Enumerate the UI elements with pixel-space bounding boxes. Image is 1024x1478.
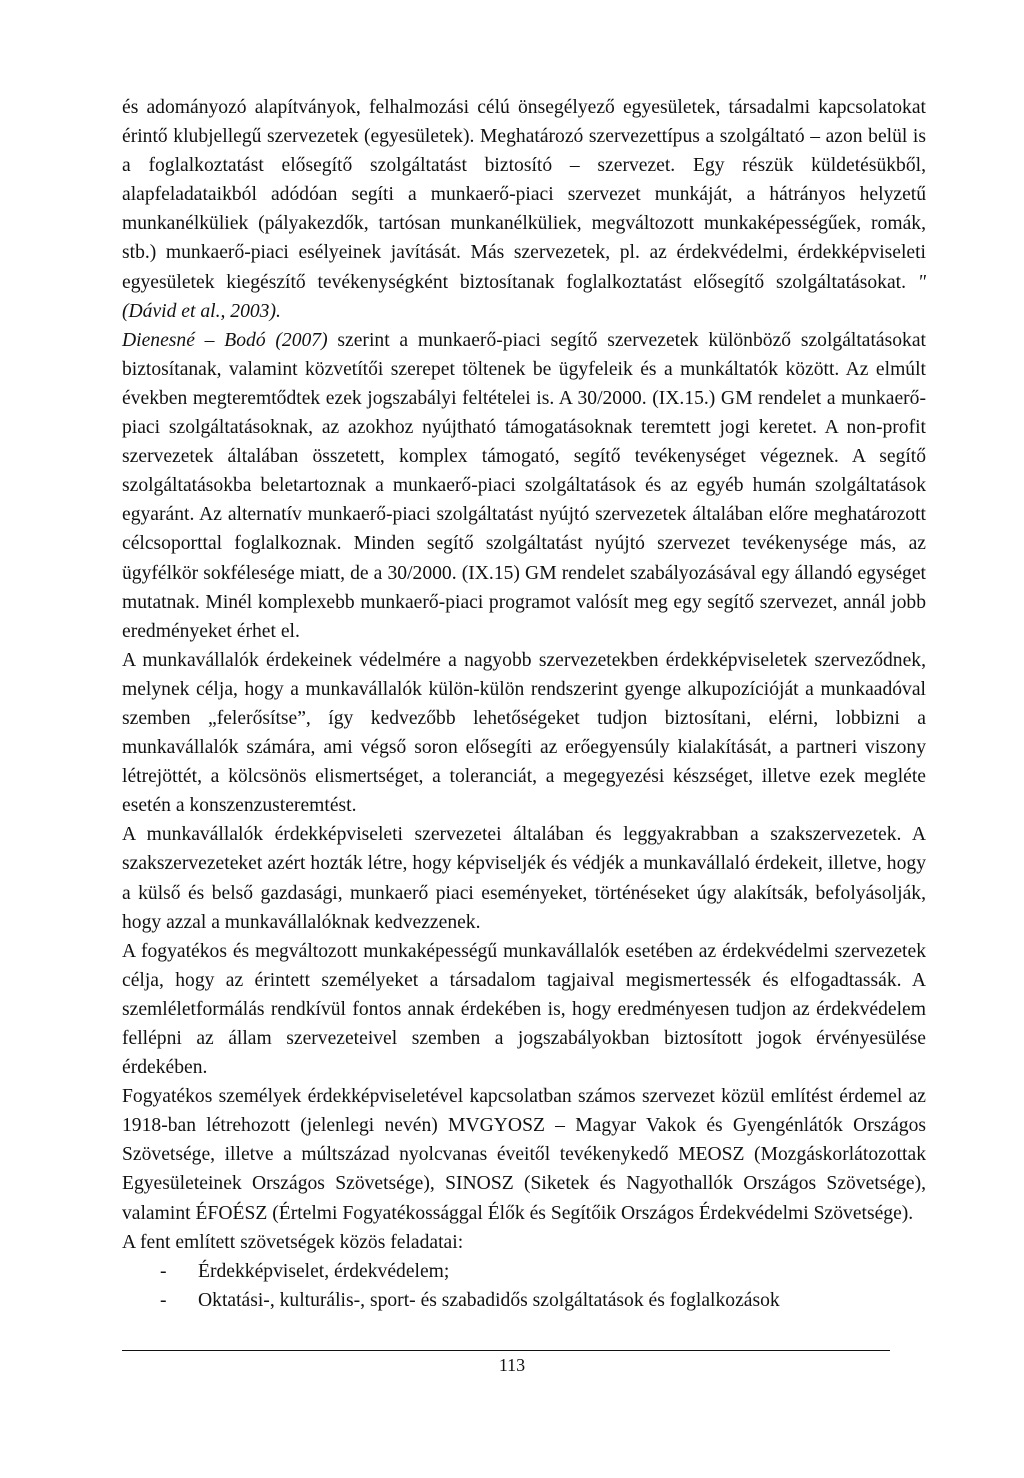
paragraph-3: A munkavállalók érdekeinek védelmére a nagyobb szervezetekben érdekképviseletek szerveződnek, melynek célja, hogy a munkavállalók külön-külön rendszerint gyenge alkupozícióját a munkaadóval szemben „felerősítse”, így kedvezőbb lehetőségeket tudjon biztosítani, elérni, lobbizni a munkavállalók számára, ami végső soron elősegíti az erőegyensúly kialakítását, a partneri viszony létrejöttét, a kölcsönös elismertséget, a toleranciát, a megegyezési készséget, illetve ezek megléte esetén a konszenzusteremtést. bbox=[122, 649, 926, 817]
list-item bbox=[122, 1286, 926, 1315]
paragraph-6: Fogyatékos személyek érdekképviseletével kapcsolatban számos szervezet közül említést érdemel az 1918-ban létrehozott (jelenlegi nevén) MVGYOSZ – Magyar Vakok és Gyengénlátók Országos Szövetsége, illetve a múltszázad nyolcvanas éveitől tevékenykedő MEOSZ (Mozgáskorlátozottak Egyesületeinek Országos Szövetsége), SINOSZ (Siketek és Nagyothallók Országos Szövetsége), valamint ÉFOÉSZ (Értelmi Fogyatékossággal Élők és Segítőik Országos Érdekvédelmi Szövetsége). bbox=[122, 1086, 926, 1224]
list-item-text: Oktatási-, kulturális-, sport- és szabadidős szolgáltatások és foglalkozások bbox=[198, 1289, 780, 1311]
list-dash: - bbox=[160, 1289, 167, 1311]
paragraph-7: A fent említett szövetségek közös feladatai: bbox=[122, 1231, 464, 1253]
citation-dienesne: Dienesné – Bodó (2007) bbox=[122, 329, 328, 351]
document-body bbox=[122, 93, 926, 1315]
page-number: 113 bbox=[498, 1355, 526, 1375]
paragraph-2-text: szerint a munkaerő-piaci segítő szervezetek különböző szolgáltatásokat biztosítanak, valamint közvetítői szerepet töltenek be ügyfeleik és a munkáltatók között. Az elmúlt években megteremtődtek ezek jogszabályi feltételei is. A 30/2000. (IX.15.) GM rendelet a munkaerő-piaci szolgáltatásoknak, az azokhoz nyújtható támogatásoknak teremtett jogi keretet. A non-profit szervezetek általában összetett, komplex támogató, segítő tevékenységet végeznek. A segítő szolgáltatásokba beletartoznak a munkaerő-piaci szolgáltatások és az egyéb humán szolgáltatások egyaránt. Az alternatív munkaerő-piaci szolgáltatást nyújtó szervezetek általában előre meghatározott célcsoporttal foglalkoznak. Minden segítő szolgáltatást nyújtó szervezet tevékenysége más, az ügyfélkör sokfélesége miatt, de a 30/2000. (IX.15) GM rendelet szabályozásával egy állandó egységet mutatnak. Minél komplexebb munkaerő-piaci programot valósít meg egy segítő szervezet, annál jobb eredményeket érhet el. bbox=[122, 329, 926, 642]
list-item bbox=[122, 1257, 926, 1286]
paragraph-2 bbox=[122, 326, 926, 646]
paragraph-5: A fogyatékos és megváltozott munkaképességű munkavállalók esetében az érdekvédelmi szervezetek célja, hogy az érintett személyeket a társadalom tagjaival megismertessék és elfogadtassák. A szemléletformálás rendkívül fontos annak érdekében is, hogy eredményesen tudjon az érdekvédelem fellépni az állam szervezeteivel szemben a jogszabályokban biztosított jogok érvényesülése érdekében. bbox=[122, 940, 926, 1079]
citation-david: " (Dávid et al., 2003). bbox=[122, 271, 926, 322]
tasks-list bbox=[122, 1257, 926, 1315]
paragraph-4: A munkavállalók érdekképviseleti szervezetei általában és leggyakrabban a szakszervezetek. A szakszervezeteket azért hozták létre, hogy képviseljék és védjék a munkavállaló érdekeit, illetve, hogy a külső és belső gazdasági, munkaerő piaci eseményeket, történéseket úgy alakítsák, befolyásolják, hogy azzal a munkavállalóknak kedvezzenek. bbox=[122, 824, 926, 933]
list-dash: - bbox=[160, 1260, 167, 1282]
list-item-text: Érdekképviselet, érdekvédelem; bbox=[198, 1260, 450, 1282]
paragraph-1 bbox=[122, 93, 926, 326]
footer-divider bbox=[122, 1350, 890, 1351]
paragraph-1-text: és adományozó alapítványok, felhalmozási célú önsegélyező egyesületek, társadalmi kapcsolatokat érintő klubjellegű szervezetek (egyesületek). Meghatározó szervezettípus a szolgáltató – azon belül is a foglalkoztatást elősegítő szolgáltatást biztosító – szervezet. Egy részük küldetésükből, alapfeladataikból adódóan segíti a munkaerő-piaci szervezet munkáját, a hátrányos helyzetű munkanélküliek (pályakezdők, tartósan munkanélküliek, megváltozott munkaképességűek, romák, stb.) munkaerő-piaci esélyeinek javítását. Más szervezetek, pl. az érdekvédelmi, érdekképviseleti egyesületek kiegészítő tevékenységként biztosítanak foglalkoztatást elősegítő szolgáltatásokat. bbox=[122, 97, 926, 293]
